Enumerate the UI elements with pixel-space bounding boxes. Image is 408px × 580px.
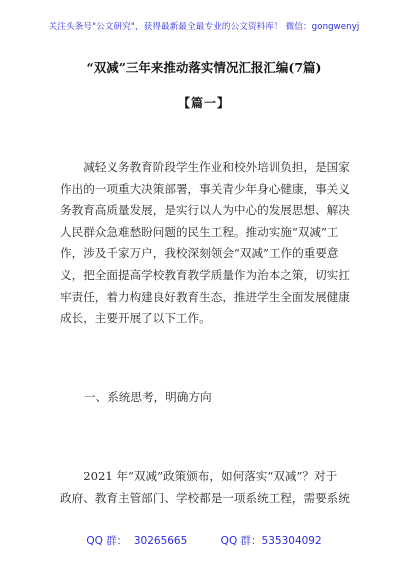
paragraph-line: 2021 年“双减”政策颁布，如何落实“双减”？对于 bbox=[60, 469, 338, 483]
paragraph-line: 牢责任，着力构建良好教育生态，推进学生全面发展健康 bbox=[60, 289, 350, 304]
section-heading: 【篇一】 bbox=[177, 96, 230, 110]
paragraph-line: 人民群众急难愁盼问题的民生工程。推动实施“双减”工 bbox=[60, 224, 339, 239]
paragraph-line: 义，把全面提高学校教育教学质量作为治本之策，切实扛 bbox=[60, 267, 350, 282]
paragraph-line: 作出的一项重大决策部署，事关青少年身心健康，事关义 bbox=[60, 181, 350, 196]
paragraph-line: 务教育高质量发展，是实行以人为中心的发展思想、解决 bbox=[60, 203, 350, 218]
paragraph-2 bbox=[60, 466, 350, 509]
paragraph-line: 成长，主要开展了以下工作。 bbox=[60, 311, 211, 326]
paragraph-line: 政府、教育主管部门、学校都是一项系统工程，需要系统 bbox=[60, 490, 350, 505]
footer-contact: QQ 群： 30265665 QQ 群：535304092 bbox=[86, 535, 322, 547]
document-title: “双减”三年来推动落实情况汇报汇编(7篇) bbox=[86, 60, 322, 75]
paragraph-1 bbox=[60, 157, 350, 330]
paragraph-line: 作，涉及千家万户，我校深刻领会“双减”工作的重要意 bbox=[60, 246, 339, 261]
subheading-1: 一、系统思考，明确方向 bbox=[84, 390, 212, 404]
header-banner: 关注头条号"公文研究"，获得最新最全最专业的公文资料库！ 微信：gongwenyj bbox=[48, 22, 360, 32]
paragraph-line: 减轻义务教育阶段学生作业和校外培训负担，是国家 bbox=[60, 160, 350, 174]
